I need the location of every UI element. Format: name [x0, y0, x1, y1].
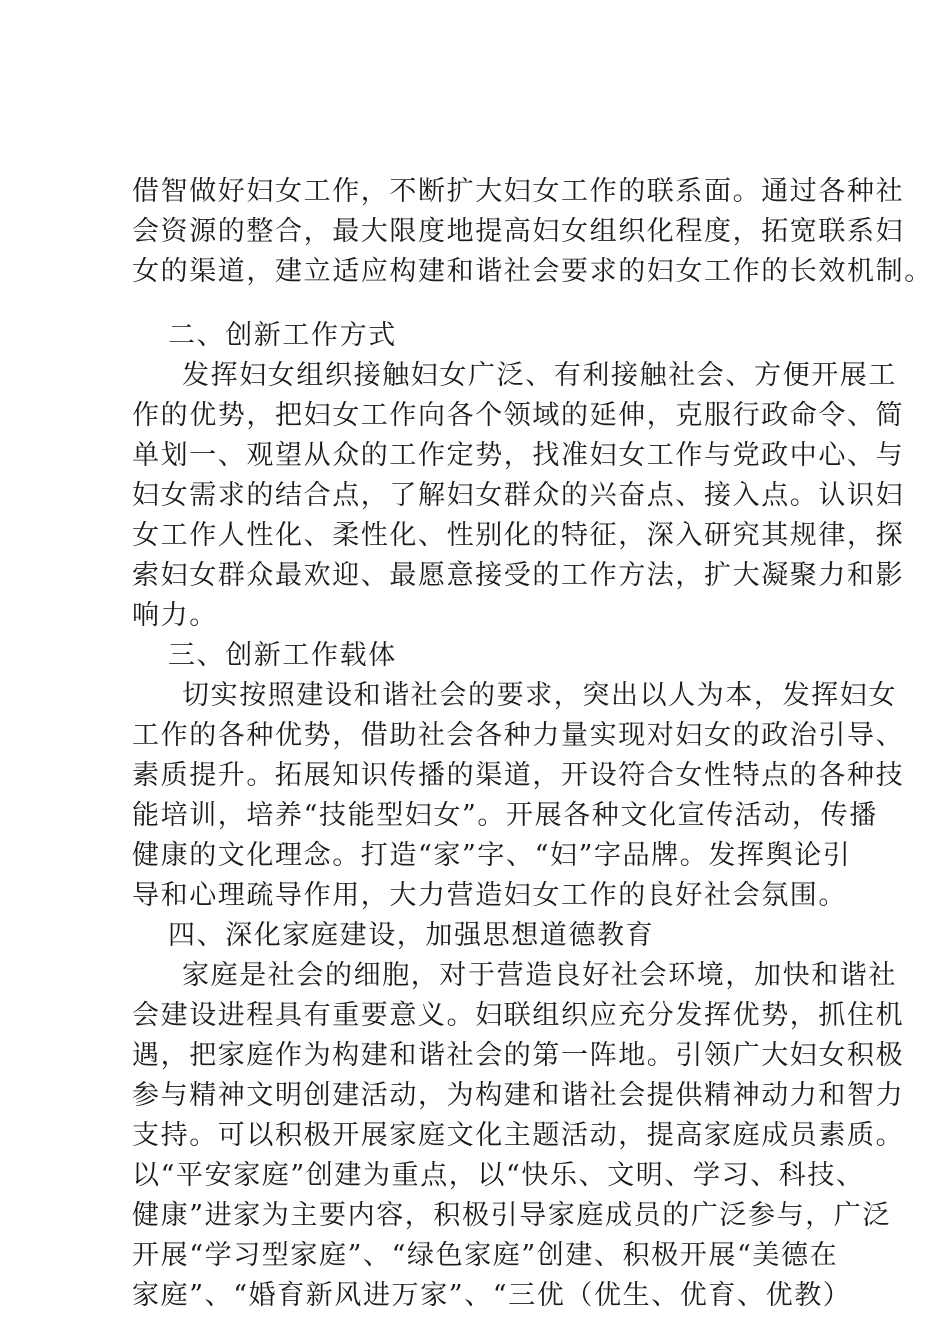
paragraph-2-line-7: 响力。	[132, 600, 218, 631]
section-heading-3: 三、创新工作载体	[168, 640, 397, 671]
section-heading-4: 四、深化家庭建设，加强思想道德教育	[168, 920, 655, 951]
paragraph-3-line-5: 健康的文化理念。打造“家”字、“妇”字品牌。发挥舆论引	[132, 840, 852, 871]
paragraph-2-line-5: 女工作人性化、柔性化、性别化的特征，深入研究其规律，探	[132, 520, 905, 551]
paragraph-4-line-2: 会建设进程具有重要意义。妇联组织应充分发挥优势，抓住机	[132, 1000, 905, 1031]
paragraph-4-line-5: 支持。可以积极开展家庭文化主题活动，提高家庭成员素质。	[132, 1120, 905, 1151]
paragraph-3-line-3: 素质提升。拓展知识传播的渠道，开设符合女性特点的各种技	[132, 760, 905, 791]
paragraph-2-line-4: 妇女需求的结合点，了解妇女群众的兴奋点、接入点。认识妇	[132, 480, 905, 511]
paragraph-4-line-9: 家庭”、“婚育新风进万家”、“三优（优生、优育、优教）	[132, 1280, 852, 1311]
paragraph-3-line-4: 能培训，培养“技能型妇女”。开展各种文化宣传活动，传播	[132, 800, 878, 831]
paragraph-4-line-6: 以“平安家庭”创建为重点，以“快乐、文明、学习、科技、	[132, 1160, 865, 1191]
paragraph-2-line-2: 作的优势，把妇女工作向各个领域的延伸，克服行政命令、简	[132, 400, 905, 431]
paragraph-2-line-3: 单划一、观望从众的工作定势，找准妇女工作与党政中心、与	[132, 440, 905, 471]
section-heading-2: 二、创新工作方式	[168, 320, 397, 351]
paragraph-1-line-3: 女的渠道，建立适应构建和谐社会要求的妇女工作的长效机制。	[132, 256, 933, 287]
paragraph-3-line-1: 切实按照建设和谐社会的要求，突出以人为本，发挥妇女	[182, 680, 897, 711]
paragraph-2-line-6: 索妇女群众最欢迎、最愿意接受的工作方法，扩大凝聚力和影	[132, 560, 905, 591]
paragraph-4-line-3: 遇，把家庭作为构建和谐社会的第一阵地。引领广大妇女积极	[132, 1040, 905, 1071]
paragraph-4-line-4: 参与精神文明创建活动，为构建和谐社会提供精神动力和智力	[132, 1080, 905, 1111]
paragraph-1-line-2: 会资源的整合，最大限度地提高妇女组织化程度，拓宽联系妇	[132, 216, 905, 247]
paragraph-4-line-8: 开展“学习型家庭”、“绿色家庭”创建、积极开展“美德在	[132, 1240, 839, 1271]
paragraph-3-line-6: 导和心理疏导作用，大力营造妇女工作的良好社会氛围。	[132, 880, 847, 911]
paragraph-1-line-1: 借智做好妇女工作，不断扩大妇女工作的联系面。通过各种社	[132, 176, 905, 207]
paragraph-3-line-2: 工作的各种优势，借助社会各种力量实现对妇女的政治引导、	[132, 720, 905, 751]
paragraph-4-line-7: 健康”进家为主要内容，积极引导家庭成员的广泛参与，广泛	[132, 1200, 892, 1231]
paragraph-4-line-1: 家庭是社会的细胞，对于营造良好社会环境，加快和谐社	[182, 960, 897, 991]
paragraph-2-line-1: 发挥妇女组织接触妇女广泛、有利接触社会、方便开展工	[182, 360, 897, 391]
